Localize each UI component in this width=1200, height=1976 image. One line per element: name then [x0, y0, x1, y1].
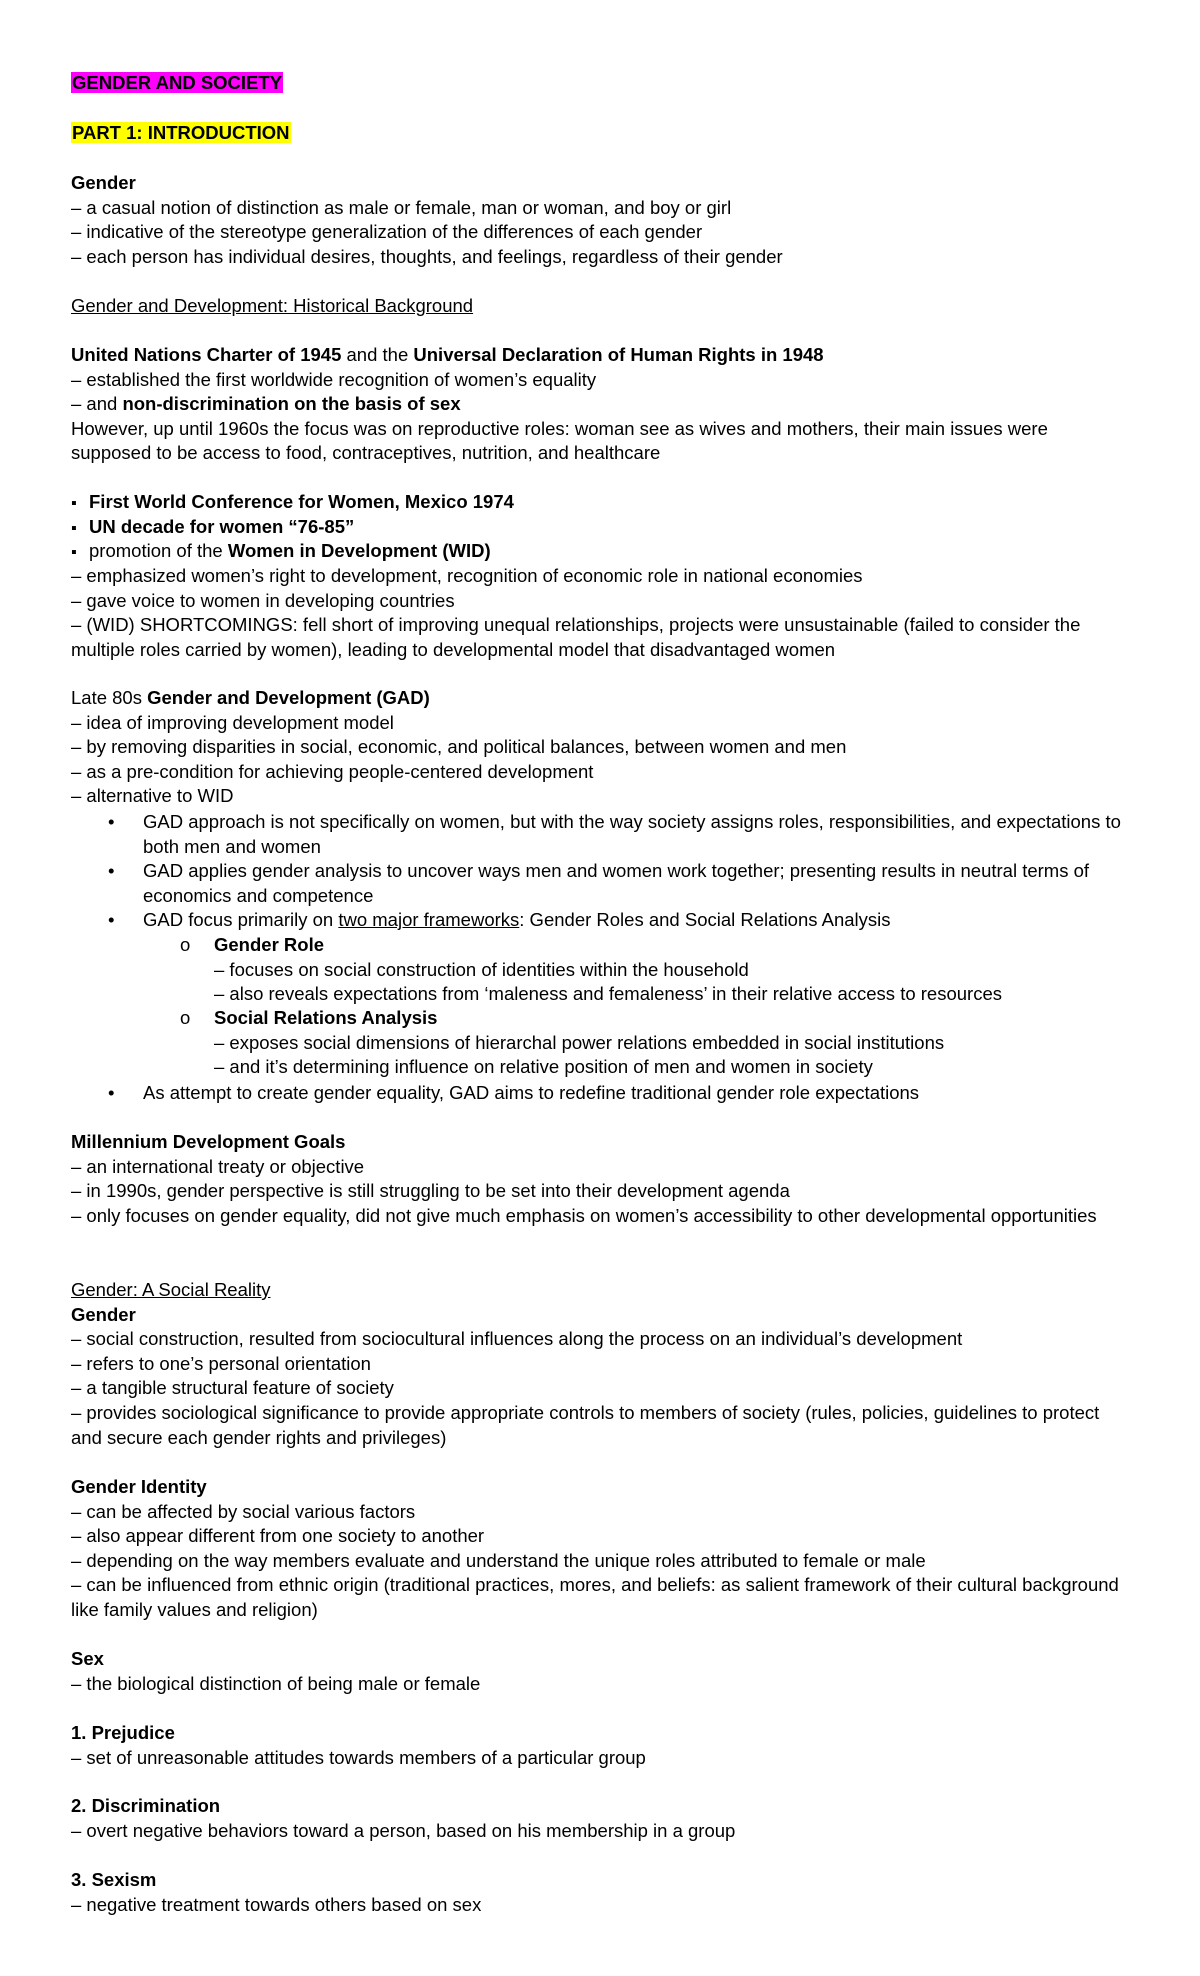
- mdg-line: – only focuses on gender equality, did not give much emphasis on women’s accessibility to other developmental opportunities: [71, 1204, 1097, 1226]
- gender-intro-section: [71, 171, 1131, 269]
- wid-bullet-2-text: UN decade for women “76-85”: [89, 516, 355, 537]
- gender-role-line: – also reveals expectations from ‘maleness and femaleness’ in their relative access to resources: [214, 983, 1002, 1005]
- wid-bullet-2: [71, 515, 354, 542]
- document-title: [71, 71, 1131, 96]
- gad-bullet-3: [143, 908, 1133, 933]
- gad-heading: [71, 686, 1131, 711]
- sra-title: Social Relations Analysis: [214, 1007, 438, 1028]
- social-reality-line: – provides sociological significance to provide appropriate controls to members of society (rules, policies, guidelines to protect and secure each gender rights and privileges): [71, 1401, 1100, 1448]
- gender-identity-line: – also appear different from one society to another: [71, 1525, 485, 1547]
- circle-bullet-icon: o: [180, 1007, 191, 1028]
- wid-lines: [71, 564, 1131, 662]
- udhr: Universal Declaration of Human Rights in 1948: [413, 344, 824, 365]
- bullet-dot-icon: •: [108, 1082, 115, 1103]
- gender-role-line: – focuses on social construction of identities within the household: [214, 958, 749, 980]
- sex-line: – the biological distinction of being male or female: [71, 1672, 481, 1694]
- wid-line: – gave voice to women in developing countries: [71, 589, 455, 611]
- gad-line: – alternative to WID: [71, 785, 234, 807]
- gender-line: – a casual notion of distinction as male or female, man or woman, and boy or girl: [71, 196, 732, 218]
- however-paragraph: However, up until 1960s the focus was on reproductive roles: woman see as wives and mothers, their main issues were supposed to be access to food, contraceptives, nutrition, and healthcare: [71, 417, 1048, 464]
- wid-line: – (WID) SHORTCOMINGS: fell short of improving unequal relationships, projects were unsustainable (failed to consider the multiple roles carried by women), leading to developmental model that disadvantaged women: [71, 614, 1081, 660]
- gad-section: [71, 686, 1131, 809]
- un-section: [71, 343, 1131, 466]
- title-highlight: GENDER AND SOCIETY: [72, 72, 283, 93]
- gender-role-title: Gender Role: [214, 934, 324, 955]
- gender-identity-line: – depending on the way members evaluate and understand the unique roles attributed to female or male: [71, 1549, 926, 1571]
- gad-history-section: [71, 294, 1131, 319]
- gad-line: – by removing disparities in social, economic, and political balances, between women and men: [71, 736, 847, 758]
- prejudice-heading: 1. Prejudice: [71, 1722, 175, 1743]
- gender-role-block: [214, 933, 1134, 1007]
- gad-bullet-2: GAD applies gender analysis to uncover ways men and women work together; presenting results in neutral terms of economics and competence: [143, 860, 1090, 906]
- wid-bullet-3-pre: promotion of the: [89, 540, 228, 561]
- gad-bullet-3-pre: GAD focus primarily on: [143, 909, 339, 930]
- un-line: [71, 343, 1131, 368]
- gender-identity-line: – can be affected by social various factors: [71, 1500, 416, 1522]
- gad-bullet-4: As attempt to create gender equality, GAD aims to redefine traditional gender role expectations: [143, 1082, 920, 1103]
- un-line-1: – established the first worldwide recognition of women’s equality: [71, 368, 597, 390]
- gad-heading-bold: Gender and Development (GAD): [147, 687, 430, 708]
- un-charter: United Nations Charter of 1945: [71, 344, 342, 365]
- wid-bullet-1-text: First World Conference for Women, Mexico 1974: [89, 491, 514, 512]
- prejudice-section: [71, 1721, 1131, 1770]
- discrimination-section: [71, 1794, 1131, 1843]
- gad-heading-pre: Late 80s: [71, 687, 148, 708]
- gad-bullet-1: GAD approach is not specifically on women, but with the way society assigns roles, responsibilities, and expectations to both men and women: [143, 811, 1121, 857]
- sex-heading: Sex: [71, 1648, 104, 1669]
- social-reality-line: – refers to one’s personal orientation: [71, 1352, 371, 1374]
- history-subheading: Gender and Development: Historical Background: [71, 295, 474, 316]
- gender-identity-heading: Gender Identity: [71, 1476, 207, 1497]
- sra-block: [214, 1006, 1134, 1080]
- social-reality-heading: Gender: [71, 1303, 136, 1325]
- sra-line: – exposes social dimensions of hierarchal power relations embedded in social institutions: [214, 1031, 945, 1053]
- part-highlight: PART 1: INTRODUCTION: [72, 122, 290, 143]
- gender-line: – each person has individual desires, thoughts, and feelings, regardless of their gender: [71, 245, 783, 267]
- wid-bullet-1: [71, 490, 514, 517]
- sra-line: – and it’s determining influence on relative position of men and women in society: [214, 1056, 873, 1078]
- mdg-heading: Millennium Development Goals: [71, 1131, 346, 1152]
- bullet-dot-icon: •: [108, 909, 115, 930]
- gad-line: – as a pre-condition for achieving people-centered development: [71, 760, 594, 782]
- bullet-dot-icon: •: [108, 860, 115, 881]
- gender-identity-section: [71, 1475, 1131, 1623]
- circle-bullet-icon: o: [180, 934, 191, 955]
- gender-line: – indicative of the stereotype generalization of the differences of each gender: [71, 221, 703, 243]
- social-reality-line: – a tangible structural feature of society: [71, 1377, 394, 1399]
- two-frameworks: two major frameworks: [338, 909, 520, 930]
- social-reality-subheading: Gender: A Social Reality: [71, 1279, 271, 1300]
- mdg-section: [71, 1130, 1131, 1228]
- sexism-line: – negative treatment towards others based on sex: [71, 1893, 482, 1915]
- discrimination-line: – overt negative behaviors toward a person, based on his membership in a group: [71, 1819, 736, 1841]
- un-line-2-pre: – and: [71, 393, 123, 415]
- wid-line: – emphasized women’s right to development, recognition of economic role in national economies: [71, 565, 863, 586]
- sex-section: [71, 1647, 1131, 1696]
- gender-identity-line: – can be influenced from ethnic origin (traditional practices, mores, and beliefs: as salient framework of their cultural background like family values and religion): [71, 1574, 1119, 1620]
- mdg-line: – an international treaty or objective: [71, 1155, 365, 1177]
- mdg-line: – in 1990s, gender perspective is still struggling to be set into their development agenda: [71, 1180, 790, 1202]
- un-connector: and the: [341, 344, 414, 365]
- part-heading: [71, 121, 1131, 146]
- gad-line: – idea of improving development model: [71, 711, 394, 733]
- non-discrimination: non-discrimination on the basis of sex: [122, 393, 461, 415]
- un-line-2: [71, 392, 1131, 417]
- sexism-heading: 3. Sexism: [71, 1869, 157, 1890]
- discrimination-heading: 2. Discrimination: [71, 1795, 221, 1816]
- bullet-dot-icon: •: [108, 811, 115, 832]
- prejudice-line: – set of unreasonable attitudes towards members of a particular group: [71, 1746, 646, 1768]
- social-reality-section: [71, 1278, 1131, 1450]
- social-reality-line: – social construction, resulted from sociocultural influences along the process on an individual’s development: [71, 1328, 963, 1350]
- sexism-section: [71, 1868, 1131, 1917]
- gender-heading: Gender: [71, 172, 136, 193]
- wid-bullet-3-bold: Women in Development (WID): [227, 540, 491, 561]
- wid-bullet-3: [71, 539, 491, 566]
- gad-bullet-3-post: : Gender Roles and Social Relations Analysis: [519, 909, 891, 930]
